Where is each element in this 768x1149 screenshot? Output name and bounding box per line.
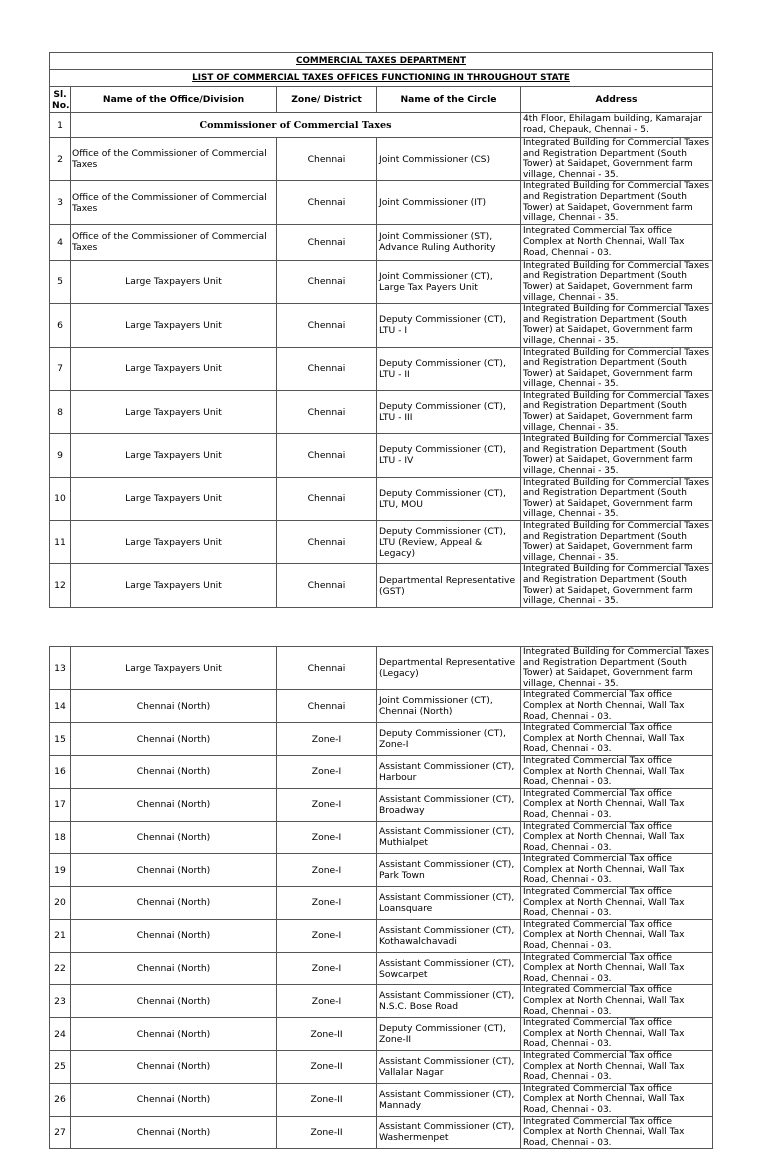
circle-cell: Assistant Commissioner (CT), Muthialpet <box>377 821 521 854</box>
sl-no-cell: 16 <box>50 755 71 788</box>
zone-cell: Chennai <box>277 224 377 260</box>
circle-cell: Assistant Commissioner (CT), Mannady <box>377 1083 521 1116</box>
sl-no-cell: 5 <box>50 260 71 303</box>
sl-no-cell: 15 <box>50 723 71 756</box>
office-cell: Large Taxpayers Unit <box>71 390 277 433</box>
circle-cell: Assistant Commissioner (CT), Vallalar Nagar <box>377 1050 521 1083</box>
office-cell: Office of the Commissioner of Commercial Taxes <box>71 138 277 181</box>
office-cell: Chennai (North) <box>71 723 277 756</box>
zone-cell: Chennai <box>277 304 377 347</box>
table-row <box>50 347 713 390</box>
address-cell: Integrated Building for Commercial Taxes and Registration Department (South Tower) at Saidapet, Government farm village, Chennai - 35. <box>521 181 713 224</box>
zone-cell: Zone-I <box>277 755 377 788</box>
circle-cell: Deputy Commissioner (CT), Zone-II <box>377 1018 521 1051</box>
table-row <box>50 113 713 138</box>
office-cell: Large Taxpayers Unit <box>71 347 277 390</box>
header-office: Name of the Office/Division <box>71 87 277 113</box>
table-row <box>50 919 713 952</box>
address-cell: Integrated Building for Commercial Taxes and Registration Department (South Tower) at Saidapet, Government farm village, Chennai - 35. <box>521 260 713 303</box>
office-cell: Chennai (North) <box>71 755 277 788</box>
address-cell: Integrated Commercial Tax office Complex at North Chennai, Wall Tax Road, Chennai - 03. <box>521 1050 713 1083</box>
office-cell: Chennai (North) <box>71 1018 277 1051</box>
circle-cell: Joint Commissioner (CT), Chennai (North) <box>377 690 521 723</box>
table-row <box>50 260 713 303</box>
zone-cell: Zone-I <box>277 952 377 985</box>
sl-no-cell: 1 <box>50 113 71 138</box>
address-cell: Integrated Commercial Tax office Complex at North Chennai, Wall Tax Road, Chennai - 03. <box>521 1083 713 1116</box>
table-row <box>50 690 713 723</box>
address-cell: Integrated Commercial Tax office Complex at North Chennai, Wall Tax Road, Chennai - 03. <box>521 854 713 887</box>
sl-no-cell: 27 <box>50 1116 71 1149</box>
address-cell: Integrated Building for Commercial Taxes and Registration Department (South Tower) at Saidapet, Government farm village, Chennai - 35. <box>521 304 713 347</box>
zone-cell: Zone-II <box>277 1116 377 1149</box>
zone-cell: Zone-I <box>277 788 377 821</box>
circle-cell: Joint Commissioner (CT), Large Tax Payers Unit <box>377 260 521 303</box>
circle-cell: Joint Commissioner (CS) <box>377 138 521 181</box>
office-cell: Chennai (North) <box>71 919 277 952</box>
zone-cell: Chennai <box>277 138 377 181</box>
sl-no-cell: 18 <box>50 821 71 854</box>
office-cell: Chennai (North) <box>71 690 277 723</box>
sl-no-cell: 19 <box>50 854 71 887</box>
office-cell: Office of the Commissioner of Commercial Taxes <box>71 181 277 224</box>
office-cell: Chennai (North) <box>71 1116 277 1149</box>
address-cell: 4th Floor, Ehilagam building, Kamarajar road, Chepauk, Chennai - 5. <box>521 113 713 138</box>
office-cell: Chennai (North) <box>71 887 277 920</box>
office-cell: Chennai (North) <box>71 1083 277 1116</box>
circle-cell: Assistant Commissioner (CT), Loansquare <box>377 887 521 920</box>
office-cell: Large Taxpayers Unit <box>71 564 277 607</box>
department-title: COMMERCIAL TAXES DEPARTMENT <box>50 53 713 70</box>
sl-no-cell: 2 <box>50 138 71 181</box>
office-cell: Large Taxpayers Unit <box>71 260 277 303</box>
zone-cell: Chennai <box>277 181 377 224</box>
sl-no-cell: 13 <box>50 647 71 690</box>
sl-no-cell: 4 <box>50 224 71 260</box>
zone-cell: Chennai <box>277 347 377 390</box>
offices-table-page-1 <box>49 52 713 608</box>
address-cell: Integrated Building for Commercial Taxes and Registration Department (South Tower) at Saidapet, Government farm village, Chennai - 35. <box>521 477 713 520</box>
address-cell: Integrated Commercial Tax office Complex at North Chennai, Wall Tax Road, Chennai - 03. <box>521 1116 713 1149</box>
table-row <box>50 723 713 756</box>
sl-no-cell: 26 <box>50 1083 71 1116</box>
office-cell: Chennai (North) <box>71 952 277 985</box>
zone-cell: Zone-II <box>277 1083 377 1116</box>
sl-no-cell: 10 <box>50 477 71 520</box>
sl-no-cell: 24 <box>50 1018 71 1051</box>
department-title-row <box>50 53 713 70</box>
address-cell: Integrated Building for Commercial Taxes and Registration Department (South Tower) at Saidapet, Government farm village, Chennai - 35. <box>521 434 713 477</box>
sl-no-cell: 9 <box>50 434 71 477</box>
table-row <box>50 390 713 433</box>
address-cell: Integrated Commercial Tax office Complex at North Chennai, Wall Tax Road, Chennai - 03. <box>521 952 713 985</box>
address-cell: Integrated Building for Commercial Taxes and Registration Department (South Tower) at Saidapet, Government farm village, Chennai - 35. <box>521 138 713 181</box>
circle-cell: Deputy Commissioner (CT), LTU, MOU <box>377 477 521 520</box>
sl-no-cell: 25 <box>50 1050 71 1083</box>
zone-cell: Chennai <box>277 477 377 520</box>
sl-no-cell: 21 <box>50 919 71 952</box>
address-cell: Integrated Building for Commercial Taxes and Registration Department (South Tower) at Saidapet, Government farm village, Chennai - 35. <box>521 647 713 690</box>
sl-no-cell: 6 <box>50 304 71 347</box>
table-row <box>50 821 713 854</box>
zone-cell: Zone-I <box>277 821 377 854</box>
sl-no-cell: 22 <box>50 952 71 985</box>
address-cell: Integrated Commercial Tax office Complex at North Chennai, Wall Tax Road, Chennai - 03. <box>521 821 713 854</box>
circle-cell: Deputy Commissioner (CT), Zone-I <box>377 723 521 756</box>
offices-table-page-2 <box>49 646 713 1149</box>
table-row <box>50 854 713 887</box>
address-cell: Integrated Commercial Tax office Complex at North Chennai, Wall Tax Road, Chennai - 03. <box>521 224 713 260</box>
office-cell: Large Taxpayers Unit <box>71 304 277 347</box>
office-cell: Chennai (North) <box>71 821 277 854</box>
zone-cell: Zone-I <box>277 723 377 756</box>
sl-no-cell: 3 <box>50 181 71 224</box>
address-cell: Integrated Commercial Tax office Complex at North Chennai, Wall Tax Road, Chennai - 03. <box>521 1018 713 1051</box>
circle-cell: Assistant Commissioner (CT), Park Town <box>377 854 521 887</box>
table-row <box>50 1116 713 1149</box>
office-cell: Chennai (North) <box>71 854 277 887</box>
circle-cell: Departmental Representative (GST) <box>377 564 521 607</box>
circle-cell: Assistant Commissioner (CT), Harbour <box>377 755 521 788</box>
zone-cell: Zone-I <box>277 887 377 920</box>
table-row <box>50 788 713 821</box>
address-cell: Integrated Commercial Tax office Complex at North Chennai, Wall Tax Road, Chennai - 03. <box>521 690 713 723</box>
zone-cell: Chennai <box>277 521 377 564</box>
office-cell: Large Taxpayers Unit <box>71 521 277 564</box>
sl-no-cell: 7 <box>50 347 71 390</box>
table-row <box>50 224 713 260</box>
office-cell: Large Taxpayers Unit <box>71 647 277 690</box>
sl-no-cell: 11 <box>50 521 71 564</box>
address-cell: Integrated Building for Commercial Taxes and Registration Department (South Tower) at Saidapet, Government farm village, Chennai - 35. <box>521 564 713 607</box>
zone-cell: Chennai <box>277 564 377 607</box>
zone-cell: Zone-I <box>277 985 377 1018</box>
header-address: Address <box>521 87 713 113</box>
table-row <box>50 181 713 224</box>
table-row <box>50 887 713 920</box>
circle-cell: Deputy Commissioner (CT), LTU - IV <box>377 434 521 477</box>
circle-cell: Departmental Representative (Legacy) <box>377 647 521 690</box>
sl-no-cell: 23 <box>50 985 71 1018</box>
sl-no-cell: 12 <box>50 564 71 607</box>
table-row <box>50 564 713 607</box>
table-row <box>50 477 713 520</box>
circle-cell: Deputy Commissioner (CT), LTU (Review, Appeal & Legacy) <box>377 521 521 564</box>
circle-cell: Assistant Commissioner (CT), Washermenpet <box>377 1116 521 1149</box>
table-row <box>50 138 713 181</box>
zone-cell: Chennai <box>277 647 377 690</box>
sl-no-cell: 14 <box>50 690 71 723</box>
circle-cell: Assistant Commissioner (CT), N.S.C. Bose Road <box>377 985 521 1018</box>
sl-no-cell: 8 <box>50 390 71 433</box>
address-cell: Integrated Commercial Tax office Complex at North Chennai, Wall Tax Road, Chennai - 03. <box>521 887 713 920</box>
office-cell: Large Taxpayers Unit <box>71 434 277 477</box>
header-zone: Zone/ District <box>277 87 377 113</box>
header-circle: Name of the Circle <box>377 87 521 113</box>
header-row <box>50 87 713 113</box>
circle-cell: Deputy Commissioner (CT), LTU - II <box>377 347 521 390</box>
address-cell: Integrated Commercial Tax office Complex at North Chennai, Wall Tax Road, Chennai - 03. <box>521 755 713 788</box>
office-cell: Office of the Commissioner of Commercial Taxes <box>71 224 277 260</box>
address-cell: Integrated Commercial Tax office Complex at North Chennai, Wall Tax Road, Chennai - 03. <box>521 919 713 952</box>
address-cell: Integrated Building for Commercial Taxes and Registration Department (South Tower) at Saidapet, Government farm village, Chennai - 35. <box>521 347 713 390</box>
address-cell: Integrated Commercial Tax office Complex at North Chennai, Wall Tax Road, Chennai - 03. <box>521 985 713 1018</box>
office-cell: Chennai (North) <box>71 788 277 821</box>
circle-cell: Deputy Commissioner (CT), LTU - III <box>377 390 521 433</box>
zone-cell: Zone-II <box>277 1018 377 1051</box>
zone-cell: Chennai <box>277 260 377 303</box>
address-cell: Integrated Building for Commercial Taxes and Registration Department (South Tower) at Saidapet, Government farm village, Chennai - 35. <box>521 390 713 433</box>
circle-cell: Joint Commissioner (IT) <box>377 181 521 224</box>
address-cell: Integrated Commercial Tax office Complex at North Chennai, Wall Tax Road, Chennai - 03. <box>521 788 713 821</box>
circle-cell: Assistant Commissioner (CT), Sowcarpet <box>377 952 521 985</box>
zone-cell: Zone-I <box>277 919 377 952</box>
table-row <box>50 1083 713 1116</box>
zone-cell: Zone-II <box>277 1050 377 1083</box>
table-row <box>50 985 713 1018</box>
list-title-row <box>50 70 713 87</box>
zone-cell: Chennai <box>277 390 377 433</box>
address-cell: Integrated Commercial Tax office Complex at North Chennai, Wall Tax Road, Chennai - 03. <box>521 723 713 756</box>
office-cell: Chennai (North) <box>71 985 277 1018</box>
list-title: LIST OF COMMERCIAL TAXES OFFICES FUNCTIONING IN THROUGHOUT STATE <box>50 70 713 87</box>
circle-cell: Joint Commissioner (ST), Advance Ruling Authority <box>377 224 521 260</box>
header-sl-no: Sl. No. <box>50 87 71 113</box>
table-row <box>50 521 713 564</box>
table-row <box>50 304 713 347</box>
table-row <box>50 647 713 690</box>
office-cell: Chennai (North) <box>71 1050 277 1083</box>
zone-cell: Chennai <box>277 690 377 723</box>
sl-no-cell: 20 <box>50 887 71 920</box>
table-row <box>50 755 713 788</box>
zone-cell: Zone-I <box>277 854 377 887</box>
office-cell: Large Taxpayers Unit <box>71 477 277 520</box>
table-row <box>50 1018 713 1051</box>
commissioner-name-cell: Commissioner of Commercial Taxes <box>71 113 521 138</box>
address-cell: Integrated Building for Commercial Taxes and Registration Department (South Tower) at Saidapet, Government farm village, Chennai - 35. <box>521 521 713 564</box>
zone-cell: Chennai <box>277 434 377 477</box>
circle-cell: Deputy Commissioner (CT), LTU - I <box>377 304 521 347</box>
circle-cell: Assistant Commissioner (CT), Broadway <box>377 788 521 821</box>
table-row <box>50 434 713 477</box>
sl-no-cell: 17 <box>50 788 71 821</box>
table-row <box>50 952 713 985</box>
table-row <box>50 1050 713 1083</box>
circle-cell: Assistant Commissioner (CT), Kothawalchavadi <box>377 919 521 952</box>
